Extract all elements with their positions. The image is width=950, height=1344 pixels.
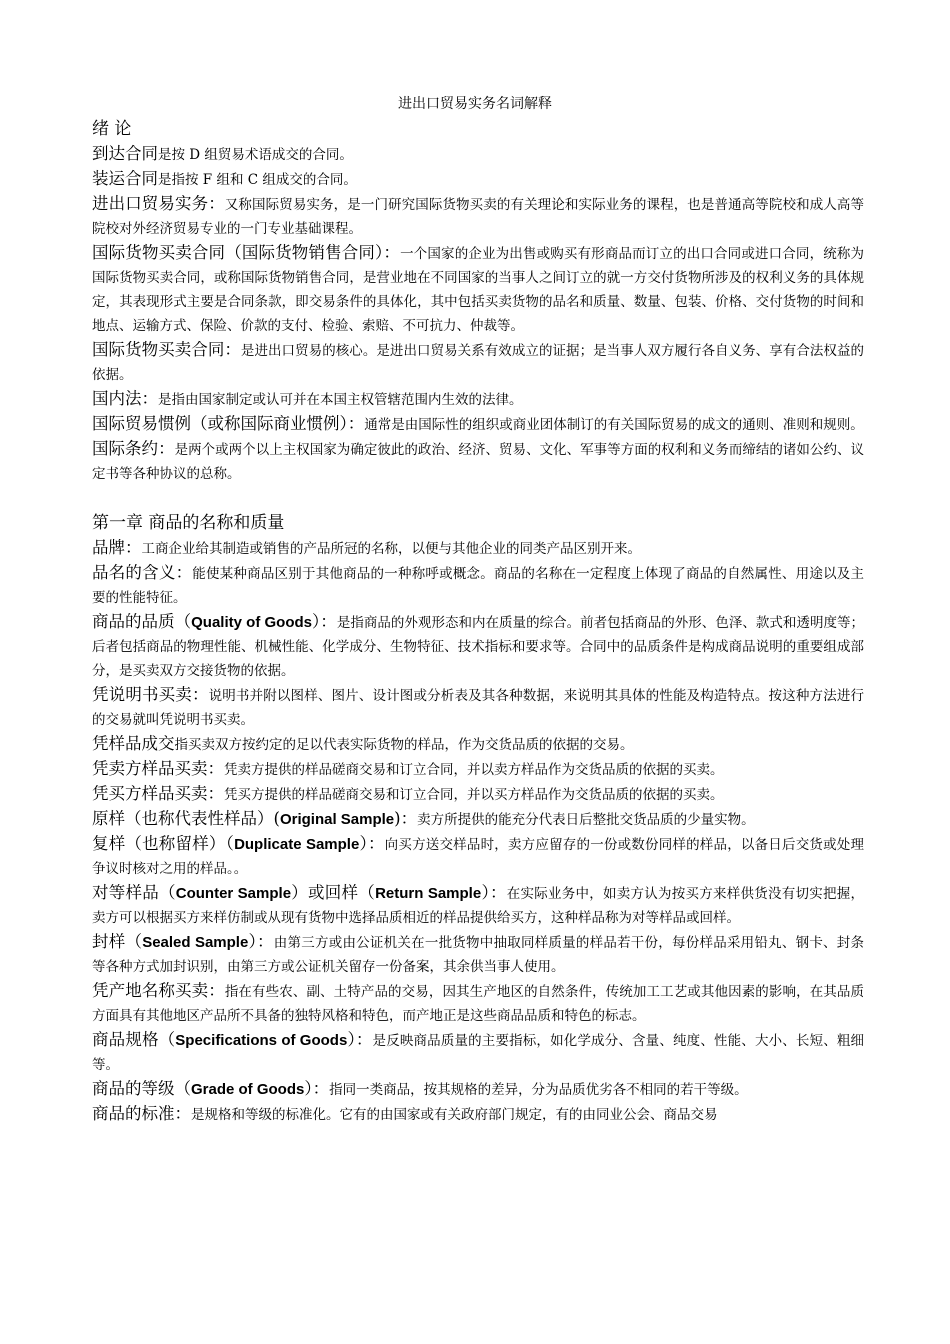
entry-definition: 是两个或两个以上主权国家为确定彼此的政治、经济、贸易、文化、军事等方面的权利和义务而缔结的诸如公约、议定书等各种协议的总称。 <box>92 442 865 482</box>
definition-entry <box>92 683 864 732</box>
entry-definition: 凭买方提供的样品磋商交易和订立合同，并以买方样品作为交货品质的依据的买卖。 <box>224 787 724 803</box>
entry-definition: 说明书并附以图样、图片、设计图或分析表及其各种数据，来说明其具体的性能及构造特点。按这种方法进行的交易就叫凭说明书买卖。 <box>92 688 865 728</box>
definition-entry <box>92 241 864 338</box>
entry-definition: 能使某种商品区别于其他商品的一种称呼或概念。商品的名称在一定程度上体现了商品的自然属性、用途以及主要的性能特征。 <box>92 566 865 606</box>
entry-term: 商品的标准： <box>92 1104 191 1123</box>
entry-term: 国际货物买卖合同： <box>92 340 241 359</box>
entry-definition: 一个国家的企业为出售或购买有形商品而订立的出口合同或进口合同，统称为国际货物买卖合同，或称国际货物销售合同，是营业地在不同国家的当事人之间订立的就一方交付货物所涉及的权利义务的具体规定，其表现形式主要是合同条款，即交易条件的具体化，其中包括买卖货物的品名和质量、数量、包装、价格、交付货物的时间和地点、运输方式、保险、价款的支付、检验、索赔、不可抗力、仲裁等。 <box>92 246 865 334</box>
entry-term-english: Sealed Sample <box>142 934 249 951</box>
entry-term-english: Original Sample <box>279 811 395 828</box>
entry-definition: 是指按 F 组和 C 组成交的合同。 <box>158 172 357 188</box>
document-title: 进出口贸易实务名词解释 <box>398 96 552 112</box>
entry-term: 国际贸易惯例（或称国际商业惯例）： <box>92 414 365 433</box>
entry-term-english: Return Sample <box>375 885 482 902</box>
definition-entry <box>92 142 864 167</box>
definition-entry <box>92 807 864 832</box>
definition-entry <box>92 1102 864 1127</box>
entry-term: 复样（也称留样）（ <box>92 834 235 853</box>
entry-term: 国内法： <box>92 389 158 408</box>
document-body <box>92 116 864 1127</box>
entry-term: 进出口贸易实务： <box>92 194 225 213</box>
entry-term-tail: ）或回样（ <box>291 883 376 902</box>
entry-term: 封样（ <box>92 932 143 951</box>
entry-definition: 通常是由国际性的组织或商业团体制订的有关国际贸易的成文的通则、准则和规则。 <box>364 417 864 433</box>
definition-entry <box>92 561 864 610</box>
entry-definition: 工商企业给其制造或销售的产品所冠的名称，以便与其他企业的同类产品区别开来。 <box>141 541 641 557</box>
entry-term-english: Duplicate Sample <box>234 836 360 853</box>
entry-definition: 指买卖双方按约定的足以代表实际货物的样品，作为交货品质的依据的交易。 <box>174 737 634 753</box>
entry-definition: 向买方送交样品时，卖方应留存的一份或数份同样的样品，以备日后交货或处理争议时核对之用的样品。。 <box>92 837 865 877</box>
definition-entry <box>92 930 864 979</box>
entry-definition: 卖方所提供的能充分代表日后整批交货品质的少量实物。 <box>417 812 755 828</box>
definition-entry <box>92 782 864 807</box>
definition-entry <box>92 757 864 782</box>
entry-definition: 在实际业务中，如卖方认为按买方来样供货没有切实把握，卖方可以根据买方来样仿制或从现有货物中选择品质相近的样品提供给买方，这种样品称为对等样品或回样。 <box>92 886 865 926</box>
definition-entry <box>92 610 864 683</box>
definition-entry <box>92 338 864 387</box>
entry-term: 凭说明书买卖： <box>92 685 209 704</box>
entry-term-tail: ）： <box>347 1030 373 1049</box>
entry-definition: 是进出口贸易的核心。是进出口贸易关系有效成立的证据；是当事人双方履行各自义务、享有合法权益的依据。 <box>92 343 865 383</box>
entry-term-english: Quality of Goods <box>191 614 312 631</box>
entry-term: 商品规格（ <box>92 1030 176 1049</box>
entry-definition: 指同一类商品，按其规格的差异，分为品质优劣各不相同的若干等级。 <box>329 1082 748 1098</box>
entry-term: 品名的含义： <box>92 563 193 582</box>
entry-term-tail: ）： <box>359 834 385 853</box>
definition-entry <box>92 387 864 412</box>
definition-entry <box>92 1028 864 1077</box>
entry-term-tail: )： <box>394 809 418 828</box>
entry-term: 凭样品成交 <box>92 734 175 753</box>
entry-term: 品牌： <box>92 538 142 557</box>
definition-entry <box>92 536 864 561</box>
entry-term-english: Specifications of Goods <box>175 1032 348 1049</box>
entry-definition: 是指由国家制定或认可并在本国主权管辖范围内生效的法律。 <box>158 392 523 408</box>
entry-term-tail: ）： <box>304 1079 330 1098</box>
definition-entry <box>92 732 864 757</box>
entry-definition: 又称国际贸易实务，是一门研究国际货物买卖的有关理论和实际业务的课程，也是普通高等院校和成人高等院校对外经济贸易专业的一门专业基础课程。 <box>92 197 865 237</box>
entry-term-english: Counter Sample <box>175 885 292 902</box>
entry-term: 对等样品（ <box>92 883 176 902</box>
intro-heading: 绪 论 <box>92 119 132 139</box>
definition-entry <box>92 167 864 192</box>
entry-term-tail: ）： <box>481 883 507 902</box>
definition-entry <box>92 437 864 486</box>
definition-entry <box>92 412 864 437</box>
definition-entry <box>92 979 864 1028</box>
entry-definition: 凭卖方提供的样品磋商交易和订立合同，并以卖方样品作为交货品质的依据的买卖。 <box>224 762 724 778</box>
entry-definition: 是按 D 组贸易术语成交的合同。 <box>158 147 353 163</box>
entry-term: 原样（也称代表性样品）( <box>92 809 280 828</box>
chapter-heading: 第一章 商品的名称和质量 <box>92 513 285 533</box>
entry-term: 凭买方样品买卖： <box>92 784 224 803</box>
entry-term-tail: ）： <box>312 612 337 631</box>
chapter-entries <box>92 536 864 1127</box>
entry-term: 国际条约： <box>92 439 175 458</box>
entry-definition: 由第三方或由公证机关在一批货物中抽取同样质量的样品若干份，每份样品采用铅丸、钢卡、封条等各种方式加封识别，由第三方或公证机关留存一份备案，其余供当事人使用。 <box>92 935 865 975</box>
definition-entry <box>92 832 864 881</box>
entry-term-english: Grade of Goods <box>191 1081 305 1098</box>
entry-definition: 是规格和等级的标准化。它有的由国家或有关政府部门规定，有的由同业公会、商品交易 <box>191 1107 718 1123</box>
entry-definition: 指在有些农、副、土特产品的交易，因其生产地区的自然条件，传统加工工艺或其他因素的影响，在其品质方面具有其他地区产品所不具备的独特风格和特色，而产地正是这些商品品质和特色的标志。 <box>92 984 865 1024</box>
entry-term-tail: ）： <box>248 932 274 951</box>
entry-term: 国际货物买卖合同（国际货物销售合同）： <box>92 243 401 262</box>
entry-term: 商品的品质（ <box>92 612 192 631</box>
definition-entry <box>92 192 864 241</box>
entry-definition: 是反映商品质量的主要指标，如化学成分、含量、纯度、性能、大小、长短、粗细等。 <box>92 1033 865 1073</box>
entry-term: 凭产地名称买卖： <box>92 981 225 1000</box>
intro-entries <box>92 142 864 486</box>
entry-term: 装运合同 <box>92 169 158 188</box>
definition-entry <box>92 1077 864 1102</box>
entry-term: 到达合同 <box>92 144 158 163</box>
entry-term: 商品的等级（ <box>92 1079 191 1098</box>
entry-term: 凭卖方样品买卖： <box>92 759 224 778</box>
entry-definition: 是指商品的外观形态和内在质量的综合。前者包括商品的外形、色泽、款式和透明度等；后者包括商品的物理性能、机械性能、化学成分、生物特征、技术指标和要求等。合同中的品质条件是构成商品说明的重要组成部分，是买卖双方交接货物的依据。 <box>92 615 865 679</box>
definition-entry <box>92 881 864 930</box>
